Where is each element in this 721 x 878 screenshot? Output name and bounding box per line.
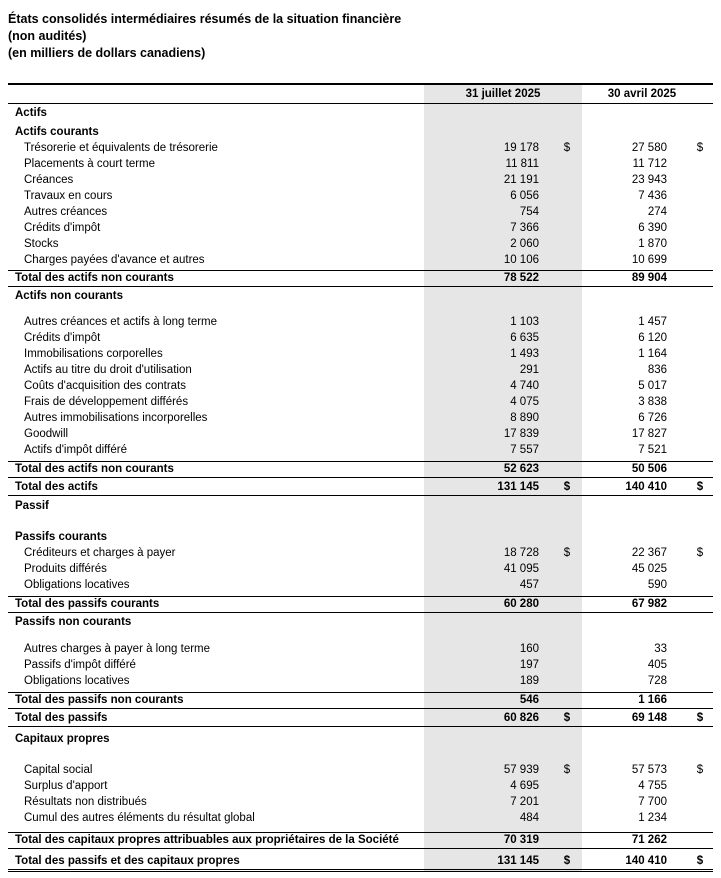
value-current: 1 493: [510, 348, 539, 360]
table-row: [8, 811, 713, 826]
table-row: [8, 253, 713, 268]
section-heading: [8, 125, 713, 140]
row-label: Actifs non courants: [15, 290, 123, 302]
value-prior: 50 506: [631, 463, 667, 475]
value-prior: 6 120: [638, 332, 667, 344]
value-prior: 45 025: [631, 563, 667, 575]
value-prior: 140 410: [625, 855, 667, 867]
row-label: Autres créances: [24, 206, 108, 218]
value-prior: 836: [647, 364, 667, 376]
value-current: 546: [519, 694, 539, 706]
value-current: 1 103: [510, 316, 539, 328]
table-row: [8, 427, 713, 442]
value-current: 457: [519, 579, 539, 591]
row-label: Obligations locatives: [24, 675, 130, 687]
value-prior: 405: [647, 659, 667, 671]
row-label: Placements à court terme: [24, 158, 156, 170]
row-label: Capital social: [24, 764, 93, 776]
row-label: Actifs courants: [15, 126, 99, 138]
currency-symbol-current: $: [563, 855, 571, 867]
table-row: [8, 141, 713, 156]
value-prior: 5 017: [638, 380, 667, 392]
total-row: [8, 692, 713, 709]
value-prior: 69 148: [631, 712, 667, 724]
table-row: [8, 578, 713, 593]
table-row: [8, 763, 713, 778]
value-current: 52 623: [503, 463, 539, 475]
value-current: 19 178: [503, 142, 539, 154]
total-row: [8, 270, 713, 287]
row-label: Stocks: [24, 238, 59, 250]
row-label: Immobilisations corporelles: [24, 348, 163, 360]
row-label: Créances: [24, 174, 74, 186]
currency-symbol-prior: $: [696, 764, 704, 776]
table-row: [8, 363, 713, 378]
table-row: [8, 795, 713, 810]
row-label: Travaux en cours: [24, 190, 113, 202]
row-label: Total des passifs non courants: [15, 694, 184, 706]
currency-symbol-prior: $: [696, 712, 704, 724]
currency-symbol-prior: $: [696, 481, 704, 493]
value-prior: 590: [647, 579, 667, 591]
value-current: 6 635: [510, 332, 539, 344]
value-prior: 1 164: [638, 348, 667, 360]
value-current: 10 106: [503, 254, 539, 266]
value-current: 2 060: [510, 238, 539, 250]
value-current: 484: [519, 812, 539, 824]
row-label: Autres charges à payer à long terme: [24, 643, 211, 655]
table-row: [8, 379, 713, 394]
table-row: [8, 189, 713, 204]
section-heading: [8, 615, 713, 630]
table-row: [8, 546, 713, 561]
row-label: Total des actifs non courants: [15, 272, 174, 284]
row-label: Coûts d'acquisition des contrats: [24, 380, 187, 392]
value-current: 70 319: [503, 834, 539, 846]
row-label: Créditeurs et charges à payer: [24, 547, 176, 559]
row-label: Total des actifs non courants: [15, 463, 174, 475]
section-heading: [8, 106, 713, 121]
row-label: Frais de développement différés: [24, 396, 189, 408]
row-label: Capitaux propres: [15, 733, 110, 745]
row-label: Total des capitaux propres attribuables aux propriétaires de la Société: [15, 834, 399, 846]
row-label: Passifs courants: [15, 531, 108, 543]
value-prior: 6 726: [638, 412, 667, 424]
currency-symbol-prior: $: [696, 547, 704, 559]
value-current: 8 890: [510, 412, 539, 424]
total-row: [8, 832, 713, 849]
value-prior: 57 573: [631, 764, 667, 776]
table-row: [8, 315, 713, 330]
total-row: [8, 711, 713, 727]
statement-subtitle-units: (en milliers de dollars canadiens): [8, 46, 206, 60]
table-row: [8, 674, 713, 689]
value-current: 754: [519, 206, 539, 218]
total-row: [8, 480, 713, 496]
value-prior: 274: [647, 206, 667, 218]
table-row: [8, 237, 713, 252]
table-row: [8, 443, 713, 458]
currency-symbol-current: $: [563, 764, 571, 776]
total-row: [8, 461, 713, 478]
row-label: Total des passifs et des capitaux propres: [15, 855, 240, 867]
value-prior: 67 982: [631, 598, 667, 610]
value-current: 189: [519, 675, 539, 687]
value-current: 4 740: [510, 380, 539, 392]
section-heading: [8, 530, 713, 545]
value-prior: 1 870: [638, 238, 667, 250]
table-row: [8, 658, 713, 673]
value-prior: 3 838: [638, 396, 667, 408]
currency-symbol-prior: $: [696, 855, 704, 867]
currency-symbol-current: $: [563, 142, 571, 154]
value-prior: 71 262: [631, 834, 667, 846]
value-current: 60 826: [503, 712, 539, 724]
section-heading: [8, 499, 713, 514]
value-prior: 6 390: [638, 222, 667, 234]
value-current: 197: [519, 659, 539, 671]
statement-title: États consolidés intermédiaires résumés de la situation financière: [8, 12, 402, 26]
table-row: [8, 395, 713, 410]
row-label: Total des passifs: [15, 712, 108, 724]
column-header-prior: 30 avril 2025: [607, 88, 677, 100]
value-prior: 7 436: [638, 190, 667, 202]
value-prior: 17 827: [631, 428, 667, 440]
value-prior: 22 367: [631, 547, 667, 559]
row-label: Autres créances et actifs à long terme: [24, 316, 218, 328]
table-row: [8, 562, 713, 577]
value-prior: 728: [647, 675, 667, 687]
value-current: 7 366: [510, 222, 539, 234]
value-prior: 27 580: [631, 142, 667, 154]
top-rule: [8, 83, 713, 85]
value-current: 4 695: [510, 780, 539, 792]
value-current: 4 075: [510, 396, 539, 408]
value-current: 7 557: [510, 444, 539, 456]
total-row: [8, 854, 713, 872]
row-label: Trésorerie et équivalents de trésorerie: [24, 142, 218, 154]
value-prior: 4 755: [638, 780, 667, 792]
value-current: 7 201: [510, 796, 539, 808]
column-header-current: 31 juillet 2025: [465, 88, 541, 100]
table-row: [8, 173, 713, 188]
row-label: Charges payées d'avance et autres: [24, 254, 205, 266]
value-current: 131 145: [497, 855, 539, 867]
row-label: Passifs d'impôt différé: [24, 659, 136, 671]
value-current: 57 939: [503, 764, 539, 776]
total-row: [8, 596, 713, 613]
value-current: 60 280: [503, 598, 539, 610]
table-row: [8, 157, 713, 172]
value-current: 41 095: [503, 563, 539, 575]
table-row: [8, 331, 713, 346]
statement-subtitle-audit: (non audités): [8, 29, 87, 43]
value-prior: 23 943: [631, 174, 667, 186]
row-label: Crédits d'impôt: [24, 222, 101, 234]
row-label: Crédits d'impôt: [24, 332, 101, 344]
row-label: Résultats non distribués: [24, 796, 147, 808]
row-label: Autres immobilisations incorporelles: [24, 412, 208, 424]
row-label: Produits différés: [24, 563, 107, 575]
row-label: Obligations locatives: [24, 579, 130, 591]
value-prior: 7 521: [638, 444, 667, 456]
table-row: [8, 347, 713, 362]
value-prior: 1 166: [638, 694, 667, 706]
value-current: 78 522: [503, 272, 539, 284]
row-label: Surplus d'apport: [24, 780, 108, 792]
section-heading: [8, 732, 713, 747]
value-prior: 33: [654, 643, 667, 655]
header-rule: [8, 103, 713, 104]
currency-symbol-current: $: [563, 712, 571, 724]
table-row: [8, 221, 713, 236]
row-label: Passifs non courants: [15, 616, 132, 628]
value-prior: 89 904: [631, 272, 667, 284]
section-heading: [8, 289, 713, 304]
currency-symbol-current: $: [563, 481, 571, 493]
row-label: Cumul des autres éléments du résultat global: [24, 812, 255, 824]
value-prior: 7 700: [638, 796, 667, 808]
statement-header: [8, 11, 401, 62]
value-current: 21 191: [503, 174, 539, 186]
currency-symbol-current: $: [563, 547, 571, 559]
value-current: 18 728: [503, 547, 539, 559]
table-row: [8, 205, 713, 220]
row-label: Total des actifs: [15, 481, 98, 493]
row-label: Goodwill: [24, 428, 69, 440]
table-row: [8, 642, 713, 657]
row-label: Actifs: [15, 107, 47, 119]
value-prior: 10 699: [631, 254, 667, 266]
value-current: 17 839: [503, 428, 539, 440]
row-label: Actifs au titre du droit d'utilisation: [24, 364, 192, 376]
value-prior: 140 410: [625, 481, 667, 493]
value-current: 160: [519, 643, 539, 655]
row-label: Passif: [15, 500, 49, 512]
currency-symbol-prior: $: [696, 142, 704, 154]
table-row: [8, 779, 713, 794]
value-prior: 1 457: [638, 316, 667, 328]
value-current: 131 145: [497, 481, 539, 493]
row-label: Actifs d'impôt différé: [24, 444, 127, 456]
value-current: 291: [519, 364, 539, 376]
value-current: 6 056: [510, 190, 539, 202]
value-prior: 1 234: [638, 812, 667, 824]
row-label: Total des passifs courants: [15, 598, 160, 610]
value-current: 11 811: [505, 158, 539, 170]
value-prior: 11 712: [632, 158, 667, 170]
table-row: [8, 411, 713, 426]
